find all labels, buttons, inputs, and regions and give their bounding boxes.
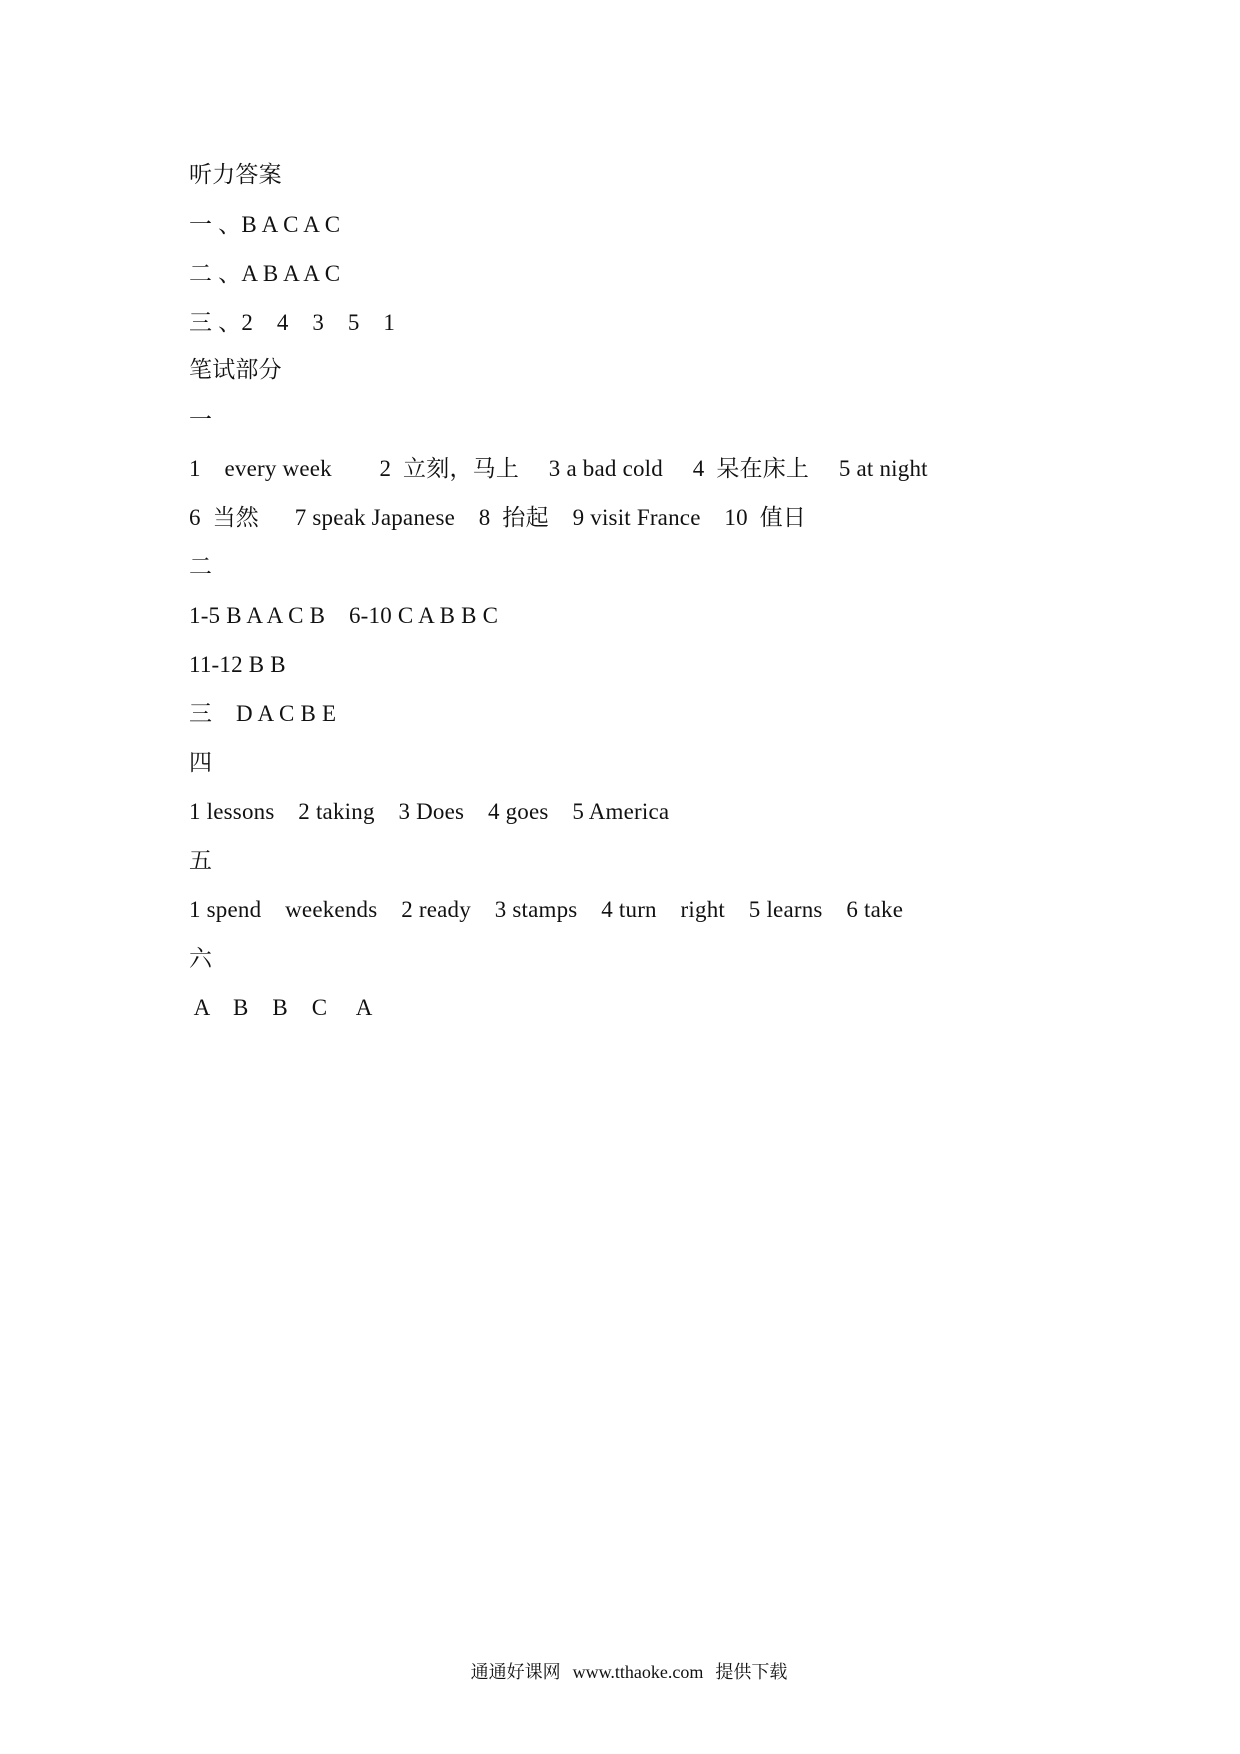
section-2-heading: 二: [189, 554, 213, 579]
section-1-heading: 一: [189, 407, 213, 432]
section-2-line-1: 1-5 B A A C B 6-10 C A B B C: [189, 603, 499, 628]
section-5-heading: 五: [189, 848, 213, 873]
section-2-line-2: 11-12 B B: [189, 652, 286, 677]
written-title: 笔试部分: [189, 357, 282, 383]
section-3-line: 三 D A C B E: [189, 701, 337, 726]
footer-url: www.tthaoke.com: [572, 1662, 704, 1682]
listening-answer-line-2: 二 、A B A A C: [189, 261, 341, 286]
listening-title: 听力答案: [189, 162, 282, 188]
section-6-line: A B B C A: [189, 995, 373, 1020]
section-4-line: 1 lessons 2 taking 3 Does 4 goes 5 America: [189, 799, 670, 824]
section-1-line-2: 6 当然 7 speak Japanese 8 抬起 9 visit France 10 值日: [189, 505, 807, 530]
section-4-heading: 四: [189, 750, 213, 775]
footer-site-name: 通通好课网: [470, 1662, 561, 1682]
section-1-line-1: 1 every week 2 立刻，马上 3 a bad cold 4 呆在床上 5 at night: [189, 456, 928, 481]
listening-answer-line-3: 三 、2 4 3 5 1: [189, 310, 396, 335]
listening-answer-line-1: 一 、B A C A C: [189, 212, 341, 237]
footer-text: [0, 1636, 1240, 1708]
footer-note: 提供下载: [715, 1662, 788, 1682]
section-6-heading: 六: [189, 946, 213, 971]
section-5-line: 1 spend weekends 2 ready 3 stamps 4 turn right 5 learns 6 take: [189, 897, 904, 922]
